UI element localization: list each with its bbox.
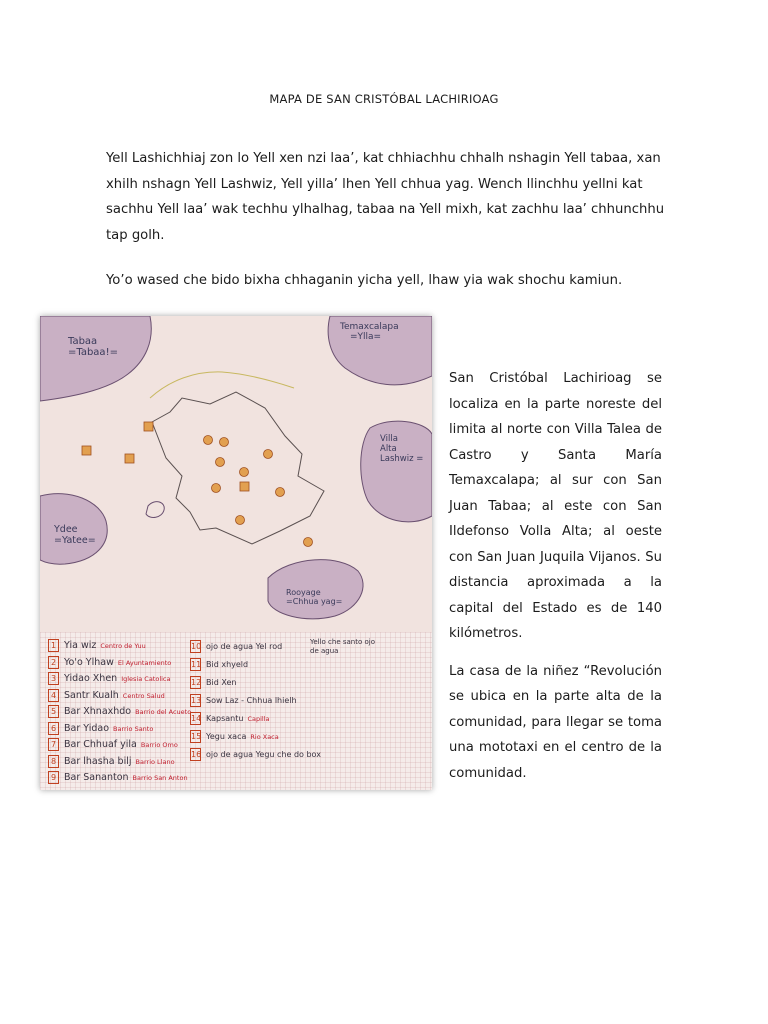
page-title: MAPA DE SAN CRISTÓBAL LACHIRIOAG (269, 92, 499, 106)
label-temaxcalapa: Temaxcalapa =Ylla= (340, 322, 399, 342)
legend-item: 11 Bid xhyeld (191, 660, 249, 669)
legend-item: 1 Yia wiz Centro de Yuu (48, 638, 191, 655)
yellow-border-line (150, 372, 294, 398)
legend-item: 14 Kapsantu Capilla (191, 714, 270, 723)
label-villa-alta: Villa Alta Lashwiz = (380, 434, 424, 464)
intro-text (106, 146, 666, 314)
legend-item: 8 Bar lhasha bilj Barrio Llano (48, 754, 191, 771)
legend-item: 2 Yo'o Ylhaw El Ayuntamiento (48, 655, 191, 672)
legend-item: 5 Bar Xhnaxhdo Barrio del Acueto (48, 704, 191, 721)
label-tabaa: Tabaa =Tabaa!= (68, 336, 118, 358)
legend-item: 12 Bid Xen (191, 678, 237, 687)
legend-extra: Yello che santo ojo de agua (310, 638, 376, 655)
legend-left (48, 638, 191, 787)
map-photo (40, 316, 432, 790)
legend-item: 4 Santr Kualh Centro Salud (48, 688, 191, 705)
pond-icon (146, 502, 164, 518)
intro-paragraph-1: Yell Lashichhiaj zon lo Yell xen nzi laa’, kat chhiachhu chhalh nshagin Yell tabaa, xan xhilh nshagn Yell Lashwiz, Yell yilla’ lhen Yell chhua yag. Wench llinchhu yellni kat sachhu Yell laa’ wak techhu ylhalhag, tabaa na Yell mixh, kat zachhu laa’ chhunchhu tap golh. (106, 151, 665, 243)
label-ydee: Ydee =Yatee= (54, 524, 96, 546)
legend-item: 13 Sow Laz - Chhua lhielh (191, 696, 297, 705)
side-paragraph-2: La casa de la niñez “Revolución se ubica en la parte alta de la comunidad, para llegar se toma una mototaxi en el centro de la comunidad. (449, 663, 662, 781)
side-text (449, 366, 662, 798)
legend-item: 10 ojo de agua Yel rod (191, 642, 283, 651)
legend-item: 3 Yidao Xhen Iglesia Catolica (48, 671, 191, 688)
legend-item: 16 ojo de agua Yegu che do box (191, 750, 321, 759)
legend-item: 7 Bar Chhuaf yila Barrio Omo (48, 737, 191, 754)
side-paragraph-1: San Cristóbal Lachirioag se localiza en la parte noreste del limita al norte con Villa Talea de Castro y Santa María Temaxcalapa; al sur con San Juan Tabaa; al este con San Ildefonso Volla Alta; al oeste con San Juan Juquila Vijanos. Su distancia aproximada a la capital del Estado es de 140 kilómetros. (449, 371, 662, 641)
map-markers (82, 422, 313, 547)
intro-paragraph-2: Yo’o wased che bido bixha chhaganin yicha yell, lhaw yia wak shochu kamiun. (106, 273, 623, 288)
region-tabaa (40, 316, 151, 401)
legend-item: 9 Bar Sananton Barrio San Anton (48, 770, 191, 787)
label-rooyage: Rooyage =Chhua yag= (286, 588, 343, 606)
legend-right (190, 638, 321, 764)
legend-item: 6 Bar Yidao Barrio Santo (48, 721, 191, 738)
legend-item: 15 Yegu xaca Rio Xaca (191, 732, 279, 741)
